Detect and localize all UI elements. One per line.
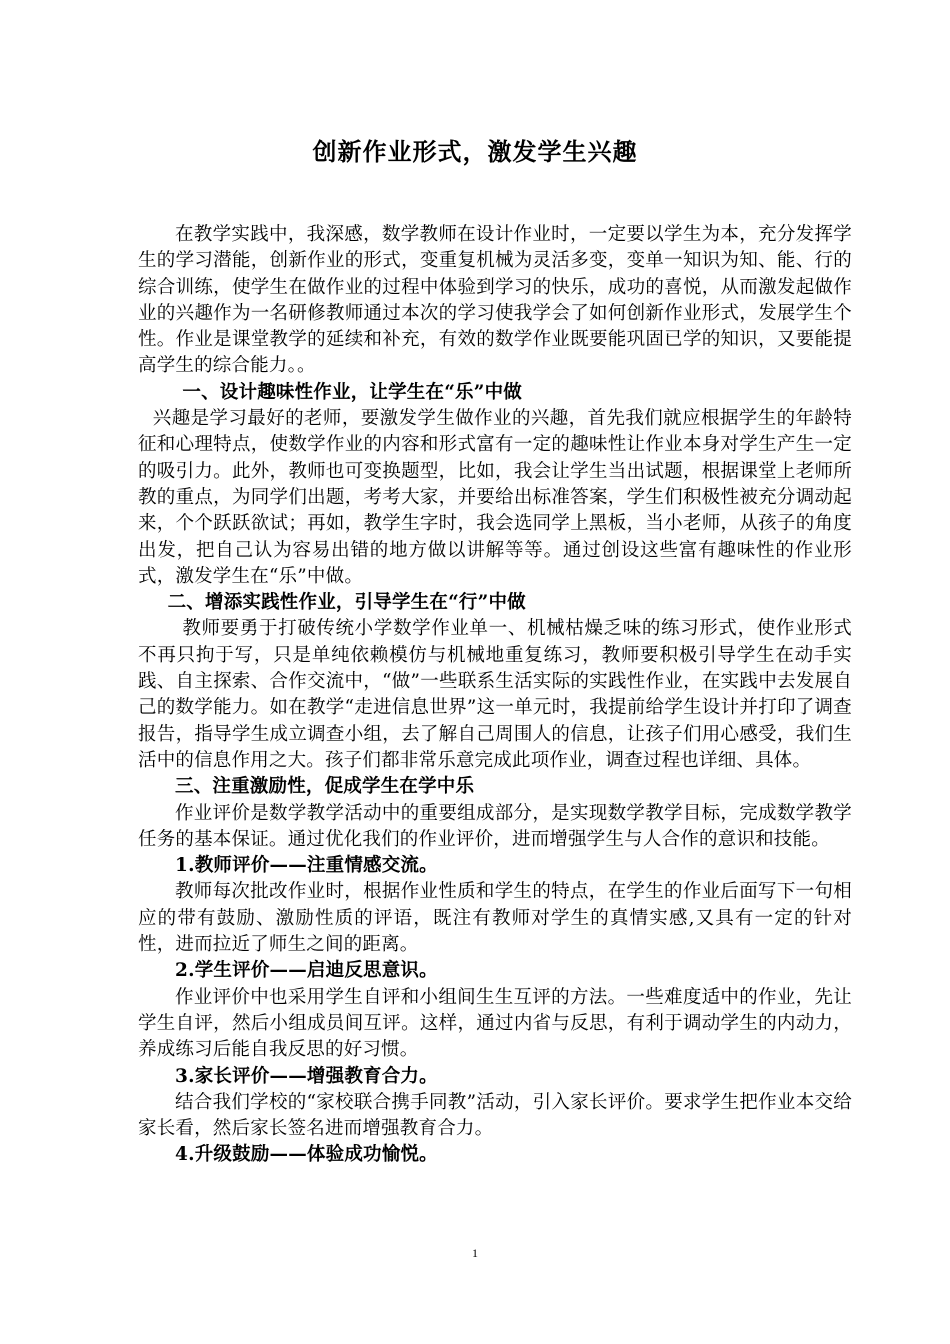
section1-paragraph: 兴趣是学习最好的老师，要激发学生做作业的兴趣，首先我们就应根据学生的年龄特征和心理特点，使数学作业的内容和形式富有一定的趣味性让作业本身对学生产生一定的吸引力。此外，教师也可变换题型，比如，我会让学生当出试题，根据课堂上老师所教的重点，为同学们出题，考考大家，并要给出标准答案，学生们积极性被充分调动起来，个个跃跃欲试；再如，教学生字时，我会选同学上黑板，当小老师，从孩子的角度出发，把自己认为容易出错的地方做以讲解等等。通过创设这些富有趣味性的作业形式，激发学生在“乐”中做。: [138, 408, 852, 587]
item3-heading: 3.家长评价——增强教育合力。: [175, 1065, 438, 1087]
item1-heading: 1.教师评价——注重情感交流。: [175, 855, 438, 877]
page-number: 1: [472, 1246, 478, 1260]
intro-paragraph: 在教学实践中，我深感，数学教师在设计作业时，一定要以学生为本，充分发挥学生的学习潜能，创新作业的形式，变重复机械为灵活多变，变单一知识为知、能、行的综合训练，使学生在做作业的过程中体验到学习的快乐，成功的喜悦，从而激发起做作业的兴趣作为一名研修教师通过本次的学习使我学会了如何创新作业形式，发展学生个性。作业是课堂教学的延续和补充，有效的数学作业既要能巩固已学的知识，又要能提高学生的综合能力。。: [138, 224, 852, 377]
item1-paragraph: 教师每次批改作业时，根据作业性质和学生的特点，在学生的作业后面写下一句相应的带有鼓励、激励性质的评语，既注有教师对学生的真情实感,又具有一定的针对性，进而拉近了师生之间的距离。: [138, 881, 852, 956]
document-body: [138, 222, 852, 1169]
document-title: 创新作业形式，激发学生兴趣: [312, 137, 638, 166]
section2-heading: 二、增添实践性作业，引导学生在“行”中做: [167, 592, 526, 614]
section1-heading: 一、设计趣味性作业，让学生在“乐”中做: [182, 381, 522, 403]
section2-paragraph: 教师要勇于打破传统小学数学作业单一、机械枯燥乏味的练习形式，使作业形式不再只拘于写，只是单纯依赖模仿与机械地重复练习，教师要积极引导学生在动手实践、自主探索、合作交流中，“做”一些联系生活实际的实践性作业，在实践中去发展自己的数学能力。如在教学“走进信息世界”这一单元时，我提前给学生设计并打印了调查报告，指导学生成立调查小组，去了解自己周围人的信息，让孩子们用心感受，我们生活中的信息作用之大。孩子们都非常乐意完成此项作业，调查过程也详细、具体。: [138, 618, 852, 771]
item4-heading: 4.升级鼓励——体验成功愉悦。: [175, 1144, 438, 1166]
item3-paragraph: 结合我们学校的“家校联合携手同教”活动，引入家长评价。要求学生把作业本交给家长看，然后家长签名进而增强教育合力。: [138, 1091, 852, 1140]
item2-heading: 2.学生评价——启迪反思意识。: [175, 960, 438, 982]
section3-heading: 三、注重激励性，促成学生在学中乐: [175, 776, 475, 798]
item2-paragraph: 作业评价中也采用学生自评和小组间生生互评的方法。一些难度适中的作业，先让学生自评，然后小组成员间互评。这样，通过内省与反思，有利于调动学生的内动力，养成练习后能自我反思的好习惯。: [138, 986, 852, 1061]
section3-paragraph: 作业评价是数学教学活动中的重要组成部分，是实现数学教学目标，完成数学教学任务的基本保证。通过优化我们的作业评价，进而增强学生与人合作的意识和技能。: [138, 802, 852, 850]
